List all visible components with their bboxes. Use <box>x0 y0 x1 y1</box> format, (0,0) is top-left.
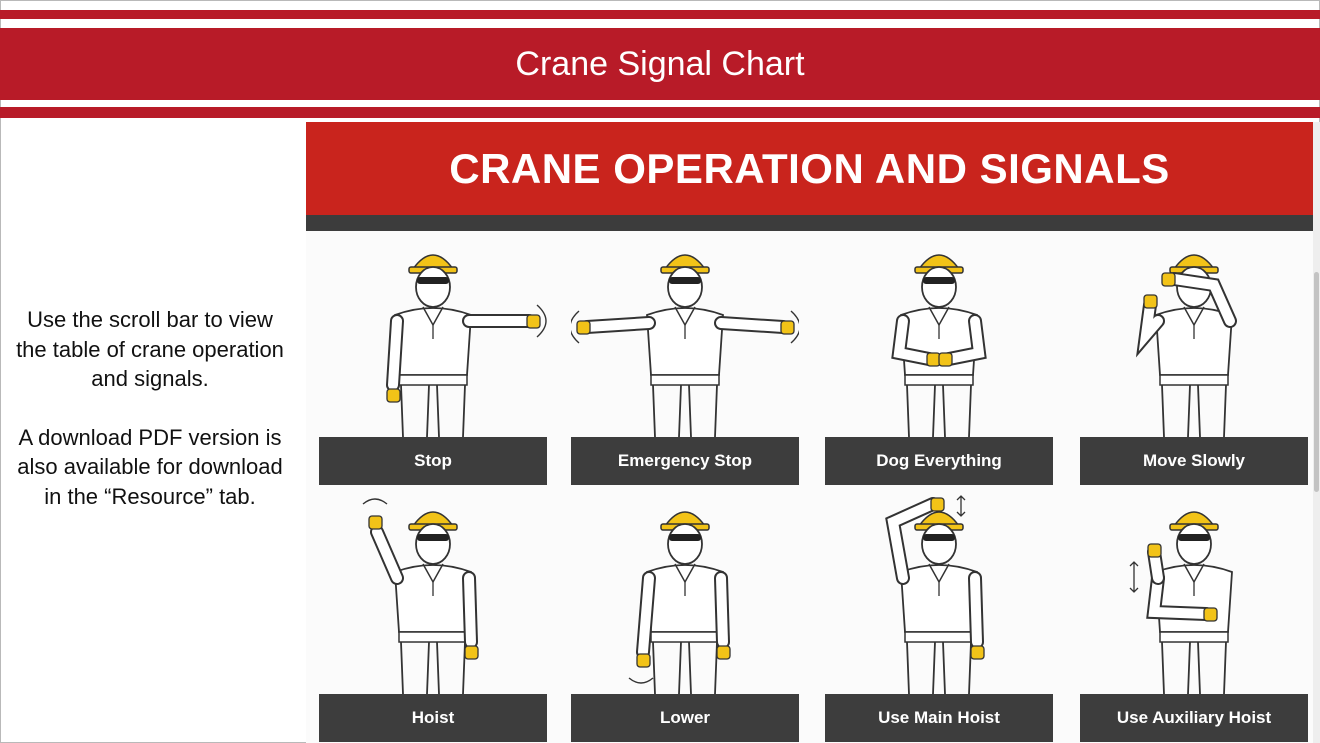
signal-label: Lower <box>571 694 799 742</box>
signal-label: Use Main Hoist <box>825 694 1053 742</box>
instructions-download-text: A download PDF version is also available for download in the “Resource” tab. <box>17 424 283 509</box>
signal-label: Stop <box>319 437 547 485</box>
scrollbar-thumb[interactable] <box>1314 272 1319 492</box>
chart-scrollbar[interactable] <box>1313 122 1320 743</box>
header-stripe-bottom <box>0 107 1320 118</box>
signal-card <box>571 235 799 485</box>
signal-label: Use Auxiliary Hoist <box>1080 694 1308 742</box>
signal-worker-illustration <box>1080 235 1308 437</box>
signal-worker-illustration <box>1080 492 1308 694</box>
chart-heading-underbar <box>306 215 1313 231</box>
signal-card <box>319 235 547 485</box>
signal-label: Hoist <box>319 694 547 742</box>
signal-label: Move Slowly <box>1080 437 1308 485</box>
signal-card <box>1080 235 1308 485</box>
signal-worker-illustration <box>571 235 799 437</box>
page-title: Crane Signal Chart <box>515 45 805 83</box>
signal-worker-illustration <box>319 492 547 694</box>
signal-card <box>825 235 1053 485</box>
signal-label: Dog Everything <box>825 437 1053 485</box>
signal-chart-panel[interactable] <box>306 122 1313 743</box>
chart-heading: CRANE OPERATION AND SIGNALS <box>306 122 1313 215</box>
header-stripe-top <box>0 10 1320 19</box>
signal-card <box>571 492 799 742</box>
instructions-scroll-text: Use the scroll bar to view the table of crane operation and signals. <box>16 307 284 391</box>
signal-card <box>1080 492 1308 742</box>
signal-worker-illustration <box>825 492 1053 694</box>
signal-label: Emergency Stop <box>571 437 799 485</box>
signal-card <box>319 492 547 742</box>
signal-worker-illustration <box>571 492 799 694</box>
signal-worker-illustration <box>319 235 547 437</box>
instructions-text <box>12 305 288 540</box>
signal-worker-illustration <box>825 235 1053 437</box>
signal-card <box>825 492 1053 742</box>
